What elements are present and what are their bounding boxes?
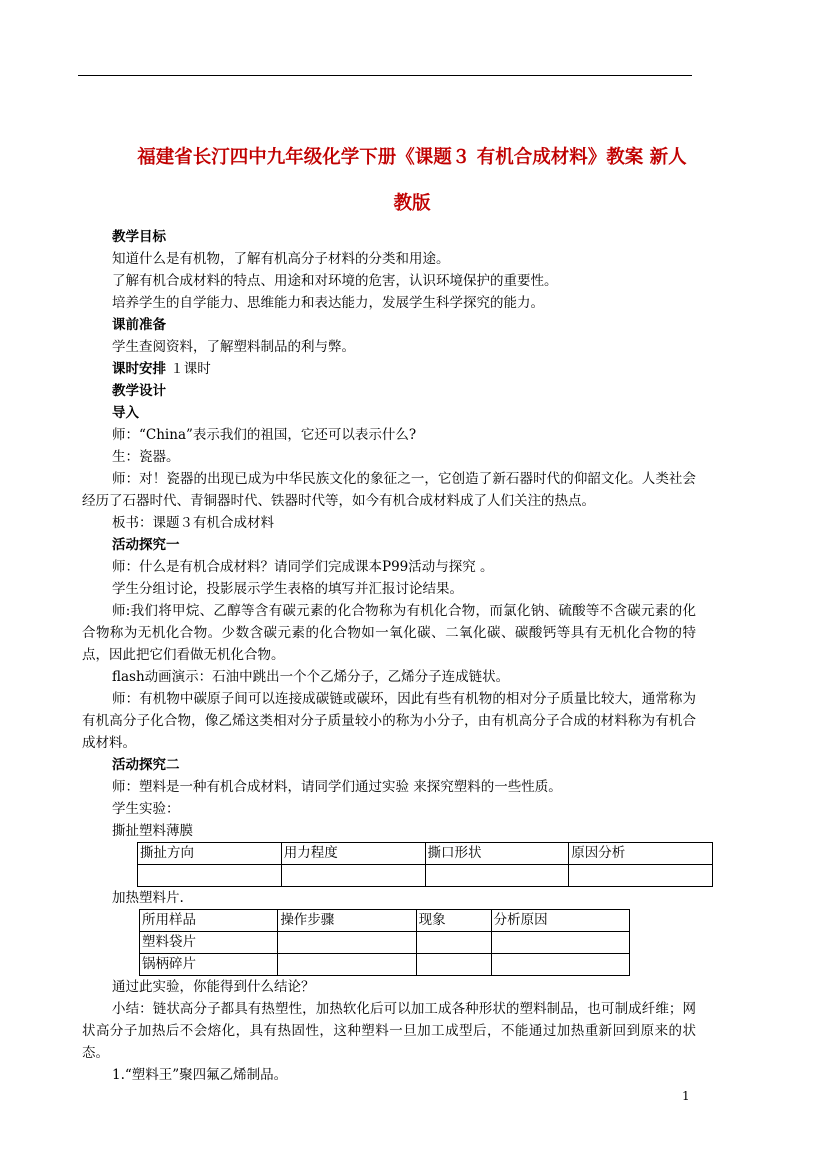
table-cell [416,954,491,976]
document-title-continued: 教版 [393,193,431,214]
paragraph: 师：塑料是一种有机合成材料，请同学们通过实验 来探究塑料的一些性质。 [112,779,562,795]
paragraph: 学生分组讨论，投影展示学生表格的填写并汇报讨论结果。 [112,581,463,597]
paragraph: 师：对！瓷器的出现已成为中华民族文化的象征之一，它创造了新石器时代的仰韶文化。人类社会经历了石器时代、青铜器时代、铁器时代等，如今有机合成材料成了人们关注的热点。 [82,471,696,509]
paragraph: 小结：链状高分子都具有热塑性，加热软化后可以加工成各种形状的塑料制品，也可制成纤维；网状高分子加热后不会熔化，具有热固性，这种塑料一旦加工成型后，不能通过加热重新回到原来的状态。 [82,1001,696,1061]
paragraph: 学生实验： [112,801,180,817]
table-row [138,865,713,887]
table-cell [569,865,713,887]
table-header-cell: 所用样品 [140,910,278,932]
table-header-cell: 分析原因 [491,910,629,932]
paragraph: 学生查阅资料，了解塑料制品的利与弊。 [112,339,355,355]
table-row [140,932,630,954]
table-header-cell: 撕扯方向 [138,843,282,865]
paragraph: 1.“塑料王”聚四氟乙烯制品。 [112,1067,288,1083]
schedule-line [82,358,696,380]
paragraph: 师：“China”表示我们的祖国，它还可以表示什么? [112,427,417,443]
section-heading-activity-2: 活动探究二 [112,757,180,773]
paragraph: 师:我们将甲烷、乙醇等含有碳元素的化合物称为有机化合物，而氯化钠、硫酸等不含碳元素的化合物称为无机化合物。少数含碳元素的化合物如一氧化碳、二氧化碳、碳酸钙等具有无机化合物的特点，因此把它们看做无机化合物。 [82,603,696,663]
paragraph: flash动画演示：石油中跳出一个个乙烯分子，乙烯分子连成链状。 [112,669,510,685]
section-heading-design: 教学设计 [112,383,166,399]
table-row [140,954,630,976]
paragraph: 生：瓷器。 [112,449,180,465]
table-header-cell: 用力程度 [281,843,425,865]
table-header-row [140,910,630,932]
heat-experiment-table [139,909,630,976]
table-header-cell: 现象 [416,910,491,932]
table-cell [281,865,425,887]
page-number: 1 [682,1089,690,1103]
paragraph: 通过此实验，你能得到什么结论？ [112,979,315,995]
table-cell: 塑料袋片 [140,932,278,954]
section-heading-schedule: 课时安排 [112,361,166,377]
table-cell [278,932,416,954]
paragraph: 师：有机物中碳原子间可以连接成碳链或碳环，因此有些有机物的相对分子质量比较大，通常称为有机高分子化合物，像乙烯这类相对分子质量较小的称为小分子，由有机高分子合成的材料称为有机合成材料。 [82,691,696,751]
paragraph: 培养学生的自学能力、思维能力和表达能力，发展学生科学探究的能力。 [112,295,544,311]
tear-experiment-table [137,842,713,887]
document-body [82,226,696,1086]
table-cell [425,865,569,887]
paragraph: 师：什么是有机合成材料？请同学们完成课本P99活动与探究 。 [112,559,494,575]
paragraph: 板书：课题３有机合成材料 [112,515,274,531]
table-cell: 锅柄碎片 [140,954,278,976]
schedule-value: １课时 [170,361,211,377]
section-heading-goals: 教学目标 [112,229,166,245]
table-cell [278,954,416,976]
table-header-row [138,843,713,865]
table-header-cell: 操作步骤 [278,910,416,932]
section-heading-intro: 导入 [112,405,139,421]
paragraph: 了解有机合成材料的特点、用途和对环境的危害，认识环境保护的重要性。 [112,273,558,289]
experiment-label-1: 撕扯塑料薄膜 [112,823,193,839]
paragraph: 知道什么是有机物，了解有机高分子材料的分类和用途。 [112,251,450,267]
table-cell [416,932,491,954]
experiment-label-2: 加热塑料片. [112,890,184,906]
table-cell [491,932,629,954]
section-heading-prep: 课前准备 [112,317,166,333]
table-header-cell: 原因分析 [569,843,713,865]
table-cell [491,954,629,976]
section-heading-activity-1: 活动探究一 [112,537,180,553]
header-rule [78,75,692,76]
document-title: 福建省长汀四中九年级化学下册《课题３ 有机合成材料》教案 新人 [137,147,687,168]
table-cell [138,865,282,887]
table-header-cell: 撕口形状 [425,843,569,865]
